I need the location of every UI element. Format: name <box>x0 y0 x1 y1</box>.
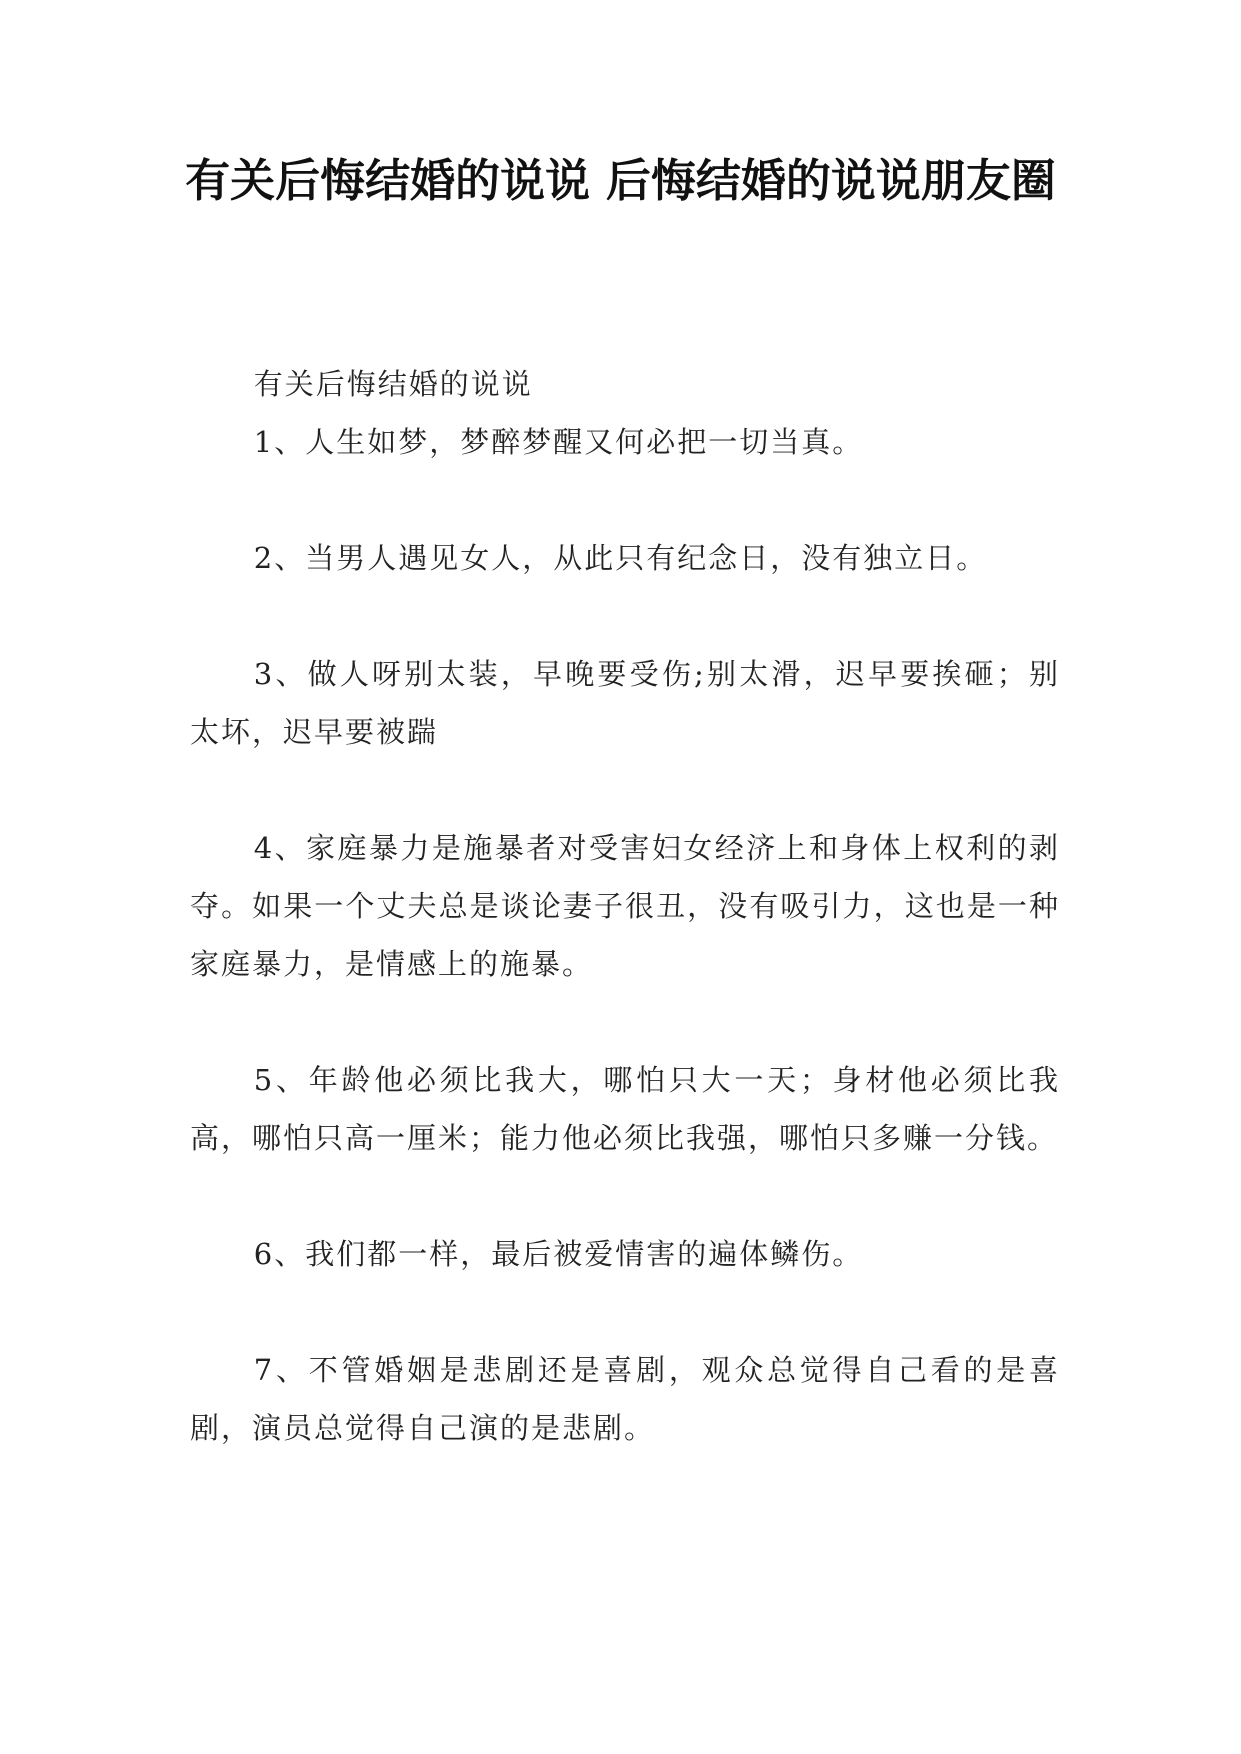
paragraph-7: 7、不管婚姻是悲剧还是喜剧，观众总觉得自己看的是喜剧，演员总觉得自己演的是悲剧。 <box>190 1353 1060 1445</box>
paragraph-gap <box>190 761 1060 819</box>
document-title: 有关后悔结婚的说说 后悔结婚的说说朋友圈 <box>185 154 1056 207</box>
paragraph-gap <box>190 1167 1060 1225</box>
paragraph-gap <box>190 587 1060 645</box>
paragraph-5: 5、年龄他必须比我大，哪怕只大一天；身材他必须比我高，哪怕只高一厘米；能力他必须比我强，哪怕只多赚一分钱。 <box>190 1063 1060 1155</box>
paragraph-3: 3、做人呀别太装，早晚要受伤;别太滑，迟早要挨砸；别太坏，迟早要被踹 <box>190 657 1060 749</box>
section-heading: 有关后悔结婚的说说 <box>253 367 533 401</box>
paragraph-gap <box>190 1283 1060 1341</box>
paragraph-2: 2、当男人遇见女人，从此只有纪念日，没有独立日。 <box>253 541 988 575</box>
paragraph-6: 6、我们都一样，最后被爱情害的遍体鳞伤。 <box>253 1237 864 1271</box>
paragraph-1: 1、人生如梦，梦醉梦醒又何必把一切当真。 <box>253 425 864 459</box>
paragraph-gap <box>190 993 1060 1051</box>
paragraph-gap <box>190 471 1060 529</box>
document-body <box>190 355 1060 1457</box>
paragraph-4: 4、家庭暴力是施暴者对受害妇女经济上和身体上权利的剥夺。如果一个丈夫总是谈论妻子很丑，没有吸引力，这也是一种家庭暴力，是情感上的施暴。 <box>190 831 1060 981</box>
